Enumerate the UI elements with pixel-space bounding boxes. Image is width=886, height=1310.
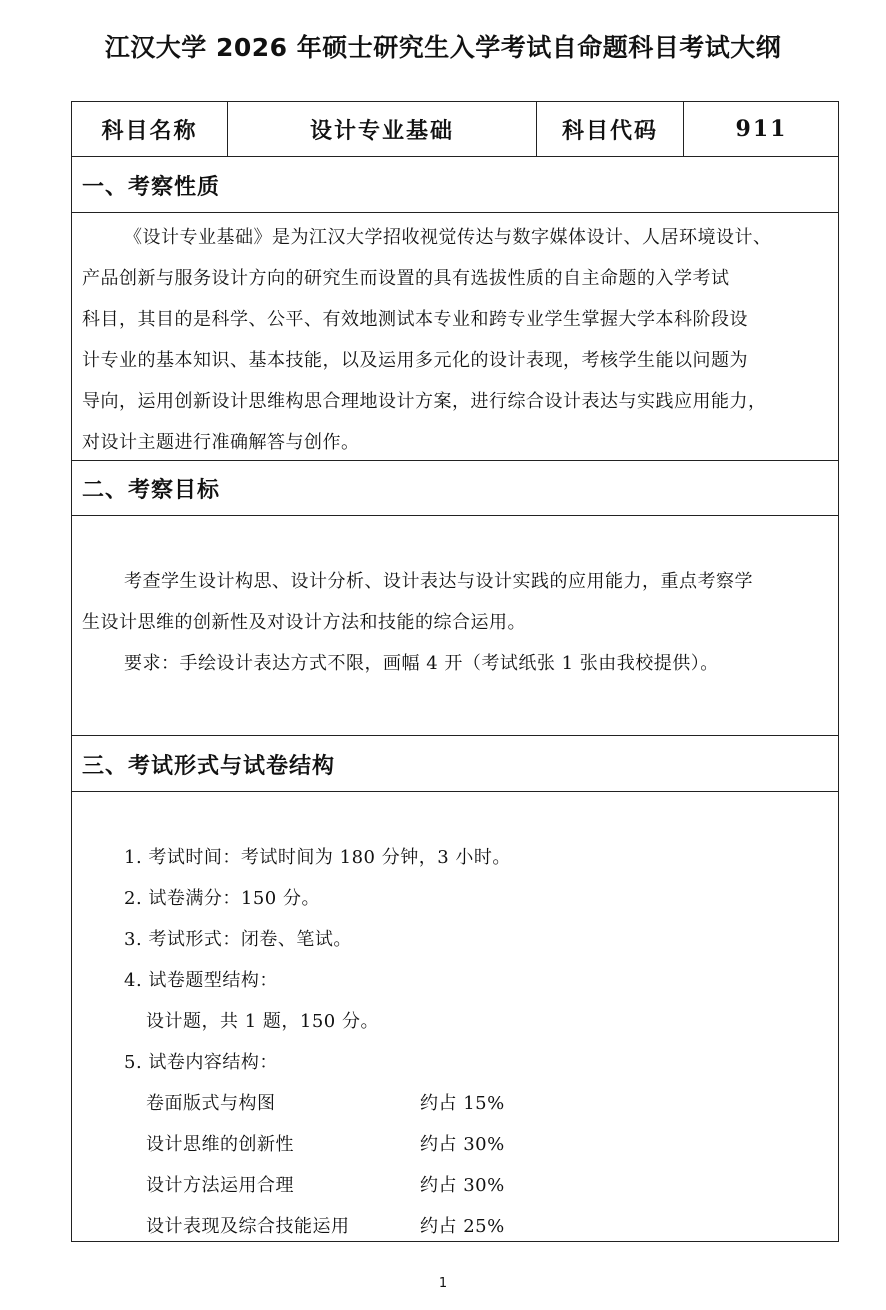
section-heading-objective: 二、考察目标	[82, 478, 221, 503]
row-divider	[71, 515, 839, 516]
paragraph-line: 科目，其目的是科学、公平、有效地测试本专业和跨专业学生掌握大学本科阶段设	[82, 309, 748, 330]
subject-code-label: 科目代码	[561, 118, 658, 144]
subject-name-label: 科目名称	[101, 118, 198, 144]
row-divider	[71, 212, 839, 213]
exam-item: 5. 试卷内容结构：	[124, 1052, 278, 1073]
content-structure-share: 约占 30%	[420, 1134, 505, 1155]
row-divider	[71, 791, 839, 792]
paragraph-line: 对设计主题进行准确解答与创作。	[82, 432, 360, 453]
paragraph-line: 生设计思维的创新性及对设计方法和技能的综合运用。	[82, 612, 526, 633]
paragraph-line: 计专业的基本知识、基本技能，以及运用多元化的设计表现，考核学生能以问题为	[82, 350, 748, 371]
section-heading-nature: 一、考察性质	[82, 175, 221, 200]
content-structure-share: 约占 30%	[420, 1175, 505, 1196]
subject-name-value: 设计专业基础	[309, 118, 454, 144]
content-structure-name: 设计表现及综合技能运用	[146, 1216, 350, 1237]
content-structure-name: 设计方法运用合理	[146, 1175, 294, 1196]
subject-code-value: 911	[735, 116, 788, 142]
requirement-line: 要求：手绘设计表达方式不限，画幅 4 开（考试纸张 1 张由我校提供）。	[124, 653, 719, 674]
section-heading-format: 三、考试形式与试卷结构	[82, 754, 336, 779]
content-structure-share: 约占 25%	[420, 1216, 505, 1237]
row-divider	[71, 735, 839, 736]
paragraph-line: 《设计专业基础》是为江汉大学招收视觉传达与数字媒体设计、人居环境设计、	[124, 227, 772, 248]
content-structure-name: 卷面版式与构图	[146, 1093, 276, 1114]
paragraph-line: 考查学生设计构思、设计分析、设计表达与设计实践的应用能力，重点考察学	[124, 571, 753, 592]
paragraph-line: 产品创新与服务设计方向的研究生而设置的具有选拔性质的自主命题的入学考试	[82, 268, 730, 289]
exam-item: 1. 考试时间：考试时间为 180 分钟，3 小时。	[124, 847, 511, 868]
exam-item: 4. 试卷题型结构：	[124, 970, 278, 991]
page-number: 1	[438, 1276, 448, 1291]
exam-item: 3. 考试形式：闭卷、笔试。	[124, 929, 352, 950]
content-structure-name: 设计思维的创新性	[146, 1134, 294, 1155]
exam-item: 2. 试卷满分：150 分。	[124, 888, 320, 909]
row-divider	[71, 460, 839, 461]
document-title: 江汉大学 2026 年硕士研究生入学考试自命题科目考试大纲	[104, 33, 782, 62]
exam-item-detail: 设计题，共 1 题，150 分。	[146, 1011, 379, 1032]
paragraph-line: 导向，运用创新设计思维构思合理地设计方案，进行综合设计表达与实践应用能力，	[82, 391, 767, 412]
content-structure-share: 约占 15%	[420, 1093, 505, 1114]
